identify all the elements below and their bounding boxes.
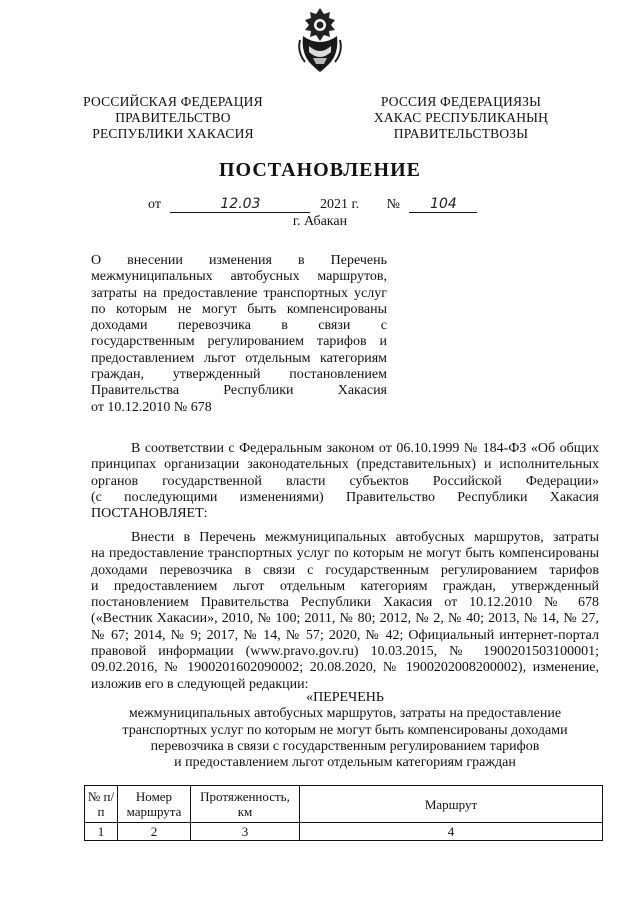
subject-line: государственным регулированием тарифов и: [91, 334, 387, 350]
header-right-line: ПРАВИТЕЛЬСТВОЗЫ: [393, 126, 529, 141]
table-header-row: [85, 786, 603, 823]
date-prefix: от: [148, 197, 161, 212]
header-right-line: РОССИЯ ФЕДЕРАЦИЯЗЫ: [380, 94, 542, 109]
header-khakas: [366, 94, 556, 142]
paragraph-line: Внести в Перечень межмуниципальных автобусных маршрутов, затраты: [131, 530, 599, 545]
paragraph-line: принципах организации законодательных (представительных) и исполнительных: [91, 457, 599, 473]
column-number-cell: 1: [85, 823, 118, 841]
column-number-cell: 2: [118, 823, 191, 841]
routes-table: [84, 785, 603, 841]
paragraph-line: изложив его в следующей редакции:: [91, 676, 309, 692]
paragraph-line: постановлением Правительства Республики Хакасия от 10.12.2010 № 678: [91, 595, 599, 611]
date-number-line: [148, 196, 477, 213]
paragraph-line: ПОСТАНОВЛЯЕТ:: [91, 506, 208, 522]
paragraph-line: на предоставление транспортных услуг по которым не могут быть компенсированы: [91, 546, 599, 562]
paragraph-line: (с последующими изменениями) Правительство Республики Хакасия: [91, 489, 599, 505]
preamble-paragraph: [91, 441, 599, 522]
number-sign: №: [386, 197, 400, 212]
header-left-line: РЕСПУБЛИКИ ХАКАСИЯ: [92, 126, 254, 141]
list-heading-line: межмуниципальных автобусных маршрутов, затраты на предоставление: [128, 706, 562, 722]
document-title: ПОСТАНОВЛЕНИЕ: [219, 159, 421, 181]
subject-line: по которым не могут быть компенсированы: [91, 301, 387, 317]
list-heading: [91, 690, 599, 771]
handwritten-number: 104: [409, 196, 477, 213]
paragraph-line: № 67; 2014, № 9; 2017, № 14, № 57; 2020, № 42; Официальный интернет-портал: [91, 627, 599, 643]
column-header-route-number: Номер маршрута: [118, 786, 191, 823]
coat-of-arms-emblem: [297, 6, 343, 74]
paragraph-line: 09.02.2016, № 1900201602090002; 20.08.2020, № 1900202008200002), изменение,: [91, 660, 599, 676]
subject-line: затраты на предоставление транспортных услуг: [91, 285, 387, 301]
paragraph-line: органов государственной власти субъектов Российской Федерации»: [91, 473, 599, 489]
subject-line: О внесении изменения в Перечень: [91, 253, 387, 268]
list-heading-line: «ПЕРЕЧЕНЬ: [306, 690, 384, 705]
subject-line: доходами перевозчика в связи с: [91, 318, 387, 334]
subject-line: граждан, утвержденный постановлением: [91, 367, 387, 383]
column-header-route: Маршрут: [300, 786, 603, 823]
year-label: 2021 г.: [319, 197, 360, 212]
header-left-line: ПРАВИТЕЛЬСТВО: [115, 110, 231, 125]
subject-line: межмуниципальных автобусных маршрутов,: [91, 269, 387, 285]
list-heading-line: транспортных услуг по которым не могут быть компенсированы доходами: [122, 722, 568, 738]
paragraph-line: доходами перевозчика в связи с государственным регулированием тарифов: [91, 562, 599, 578]
column-header-length: Протяженность, км: [191, 786, 300, 823]
list-heading-line: и предоставлением льгот отдельным категориям граждан: [174, 755, 516, 771]
subject-line: от 10.12.2010 № 678: [91, 399, 212, 415]
header-russian: [78, 94, 268, 142]
resolution-paragraph: [91, 530, 599, 693]
column-number-cell: 4: [300, 823, 603, 841]
column-number-cell: 3: [191, 823, 300, 841]
paragraph-line: правовой информации (www.pravo.gov.ru) 10.03.2015, № 1900201503100001;: [91, 644, 599, 660]
subject-line: предоставлением льгот отдельным категориям: [91, 350, 387, 366]
list-heading-line: перевозчика в связи с государственным регулированием тарифов: [150, 738, 540, 754]
subject-line: Правительства Республики Хакасия: [91, 383, 387, 399]
handwritten-date: 12.03: [170, 196, 310, 213]
city-label: г. Абакан: [292, 214, 348, 229]
header-right-line: ХАКАС РЕСПУБЛИКАНЫҢ: [373, 110, 549, 125]
paragraph-line: («Вестник Хакасии», 2010, № 100; 2011, № 80; 2012, № 2, № 40; 2013, № 14, № 27,: [91, 611, 599, 627]
paragraph-line: В соответствии с Федеральным законом от 06.10.1999 № 184-ФЗ «Об общих: [131, 441, 599, 456]
table-row: [85, 823, 603, 841]
paragraph-line: и предоставлением льгот отдельным категориям граждан, утвержденный: [91, 578, 599, 594]
document-subject: [91, 253, 387, 416]
header-left-line: РОССИЙСКАЯ ФЕДЕРАЦИЯ: [83, 94, 263, 109]
column-header-index: № п/п: [85, 786, 118, 823]
